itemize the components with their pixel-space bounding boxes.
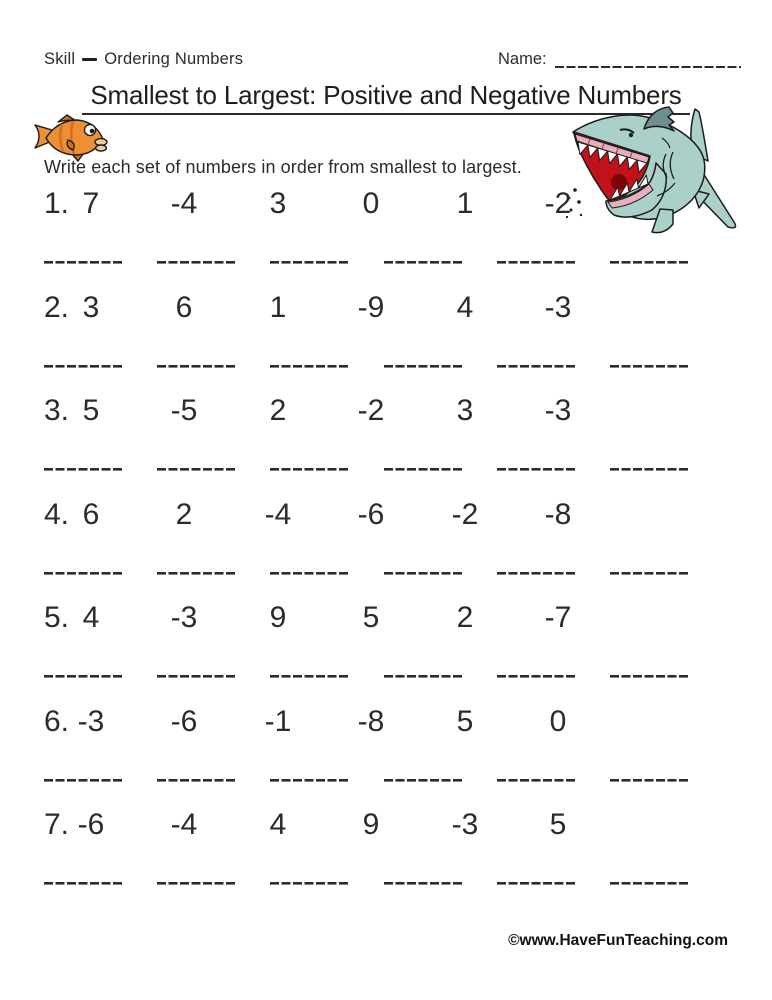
problem-value: 5 [456, 704, 474, 738]
problem-value: 0 [362, 187, 380, 220]
skill-dash-icon [82, 58, 97, 62]
problem-value: 4 [82, 601, 100, 634]
problem-value: 1 [456, 187, 474, 220]
answer-blank [44, 252, 124, 264]
problem-number: 1. [44, 187, 70, 220]
answer-blank [497, 563, 577, 575]
problem-value: 3 [269, 187, 287, 220]
problem-row [0, 290, 772, 394]
answer-blank [610, 252, 690, 264]
answer-blank [610, 459, 690, 471]
problem-value: 1 [269, 290, 287, 324]
copyright-text: ©www.HaveFunTeaching.com [508, 932, 728, 949]
answer-blank [497, 666, 577, 678]
problem-number: 2. [44, 290, 70, 324]
problem-value: 5 [82, 394, 100, 427]
problem-value: -7 [544, 601, 572, 634]
problem-value: 6 [82, 497, 100, 531]
problem-value: -5 [170, 394, 198, 427]
answer-blank [44, 666, 124, 678]
problem-value: -1 [264, 704, 292, 738]
answer-blank [270, 563, 350, 575]
answer-blank [157, 252, 237, 264]
answer-blank [610, 770, 690, 782]
answer-blank [44, 563, 124, 575]
problem-row [0, 807, 772, 911]
problem-value: -3 [77, 704, 105, 738]
problem-row [0, 704, 772, 808]
answer-blank [157, 563, 237, 575]
answer-blank [610, 563, 690, 575]
problem-value: -3 [451, 808, 479, 841]
problem-value: -2 [544, 187, 572, 220]
answer-blank [497, 356, 577, 368]
problem-value: 0 [549, 704, 567, 738]
answer-blank [157, 666, 237, 678]
problem-value: 2 [456, 601, 474, 634]
problem-number: 7. [44, 808, 70, 841]
answer-blank [384, 770, 464, 782]
instruction-text: Write each set of numbers in order from smallest to largest. [44, 157, 522, 177]
page-title: Smallest to Largest: Positive and Negative Numbers [82, 80, 689, 115]
problem-value: -6 [170, 704, 198, 738]
problem-row [0, 497, 772, 601]
problem-value: -4 [264, 497, 292, 531]
problem-value: 4 [456, 290, 474, 324]
problem-value: -2 [357, 394, 385, 427]
answer-blank [270, 666, 350, 678]
answer-blank [44, 770, 124, 782]
problem-number: 5. [44, 601, 70, 634]
answer-blank [44, 356, 124, 368]
answer-blank [497, 770, 577, 782]
answer-blank [610, 873, 690, 885]
answer-blank [157, 356, 237, 368]
problem-row [0, 393, 772, 497]
name-write-line [555, 54, 741, 68]
answer-blank [270, 459, 350, 471]
answer-blank [270, 252, 350, 264]
problem-value: 9 [362, 808, 380, 841]
skill-line [44, 50, 243, 69]
fish-illustration [32, 114, 110, 162]
answer-blank [384, 252, 464, 264]
problem-number: 6. [44, 704, 70, 738]
problem-value: -3 [170, 601, 198, 634]
answer-blank [384, 666, 464, 678]
problem-value: -3 [544, 290, 572, 324]
problem-value: 4 [269, 808, 287, 841]
problem-row [0, 186, 772, 290]
skill-value: Ordering Numbers [104, 50, 244, 68]
problem-value: 5 [549, 808, 567, 841]
problem-number: 4. [44, 497, 70, 531]
answer-blank [270, 873, 350, 885]
problem-value: -2 [451, 497, 479, 531]
problem-value: 5 [362, 601, 380, 634]
problem-row [0, 600, 772, 704]
skill-label: Skill [44, 50, 76, 68]
problem-value: 6 [175, 290, 193, 324]
name-line [498, 50, 741, 68]
problem-value: -6 [77, 808, 105, 841]
answer-blank [384, 356, 464, 368]
problem-number: 3. [44, 394, 70, 427]
answer-blank [157, 770, 237, 782]
problem-value: 2 [175, 497, 193, 531]
problem-value: -6 [357, 497, 385, 531]
answer-blank [157, 459, 237, 471]
answer-blank [157, 873, 237, 885]
problem-value: -3 [544, 394, 572, 427]
name-label: Name: [498, 50, 547, 68]
problem-value: 3 [82, 290, 100, 324]
problem-value: -8 [544, 497, 572, 531]
problems-list [0, 186, 772, 911]
answer-blank [384, 563, 464, 575]
problem-value: -9 [357, 290, 385, 324]
problem-value: -4 [170, 808, 198, 841]
answer-blank [44, 873, 124, 885]
answer-blank [610, 666, 690, 678]
problem-value: 7 [82, 187, 100, 220]
answer-blank [44, 459, 124, 471]
problem-value: 9 [269, 601, 287, 634]
answer-blank [497, 252, 577, 264]
answer-blank [384, 459, 464, 471]
answer-blank [270, 770, 350, 782]
problem-value: 3 [456, 394, 474, 427]
problem-value: -8 [357, 704, 385, 738]
answer-blank [497, 873, 577, 885]
answer-blank [384, 873, 464, 885]
answer-blank [270, 356, 350, 368]
answer-blank [497, 459, 577, 471]
problem-value: 2 [269, 394, 287, 427]
problem-value: -4 [170, 187, 198, 220]
answer-blank [610, 356, 690, 368]
